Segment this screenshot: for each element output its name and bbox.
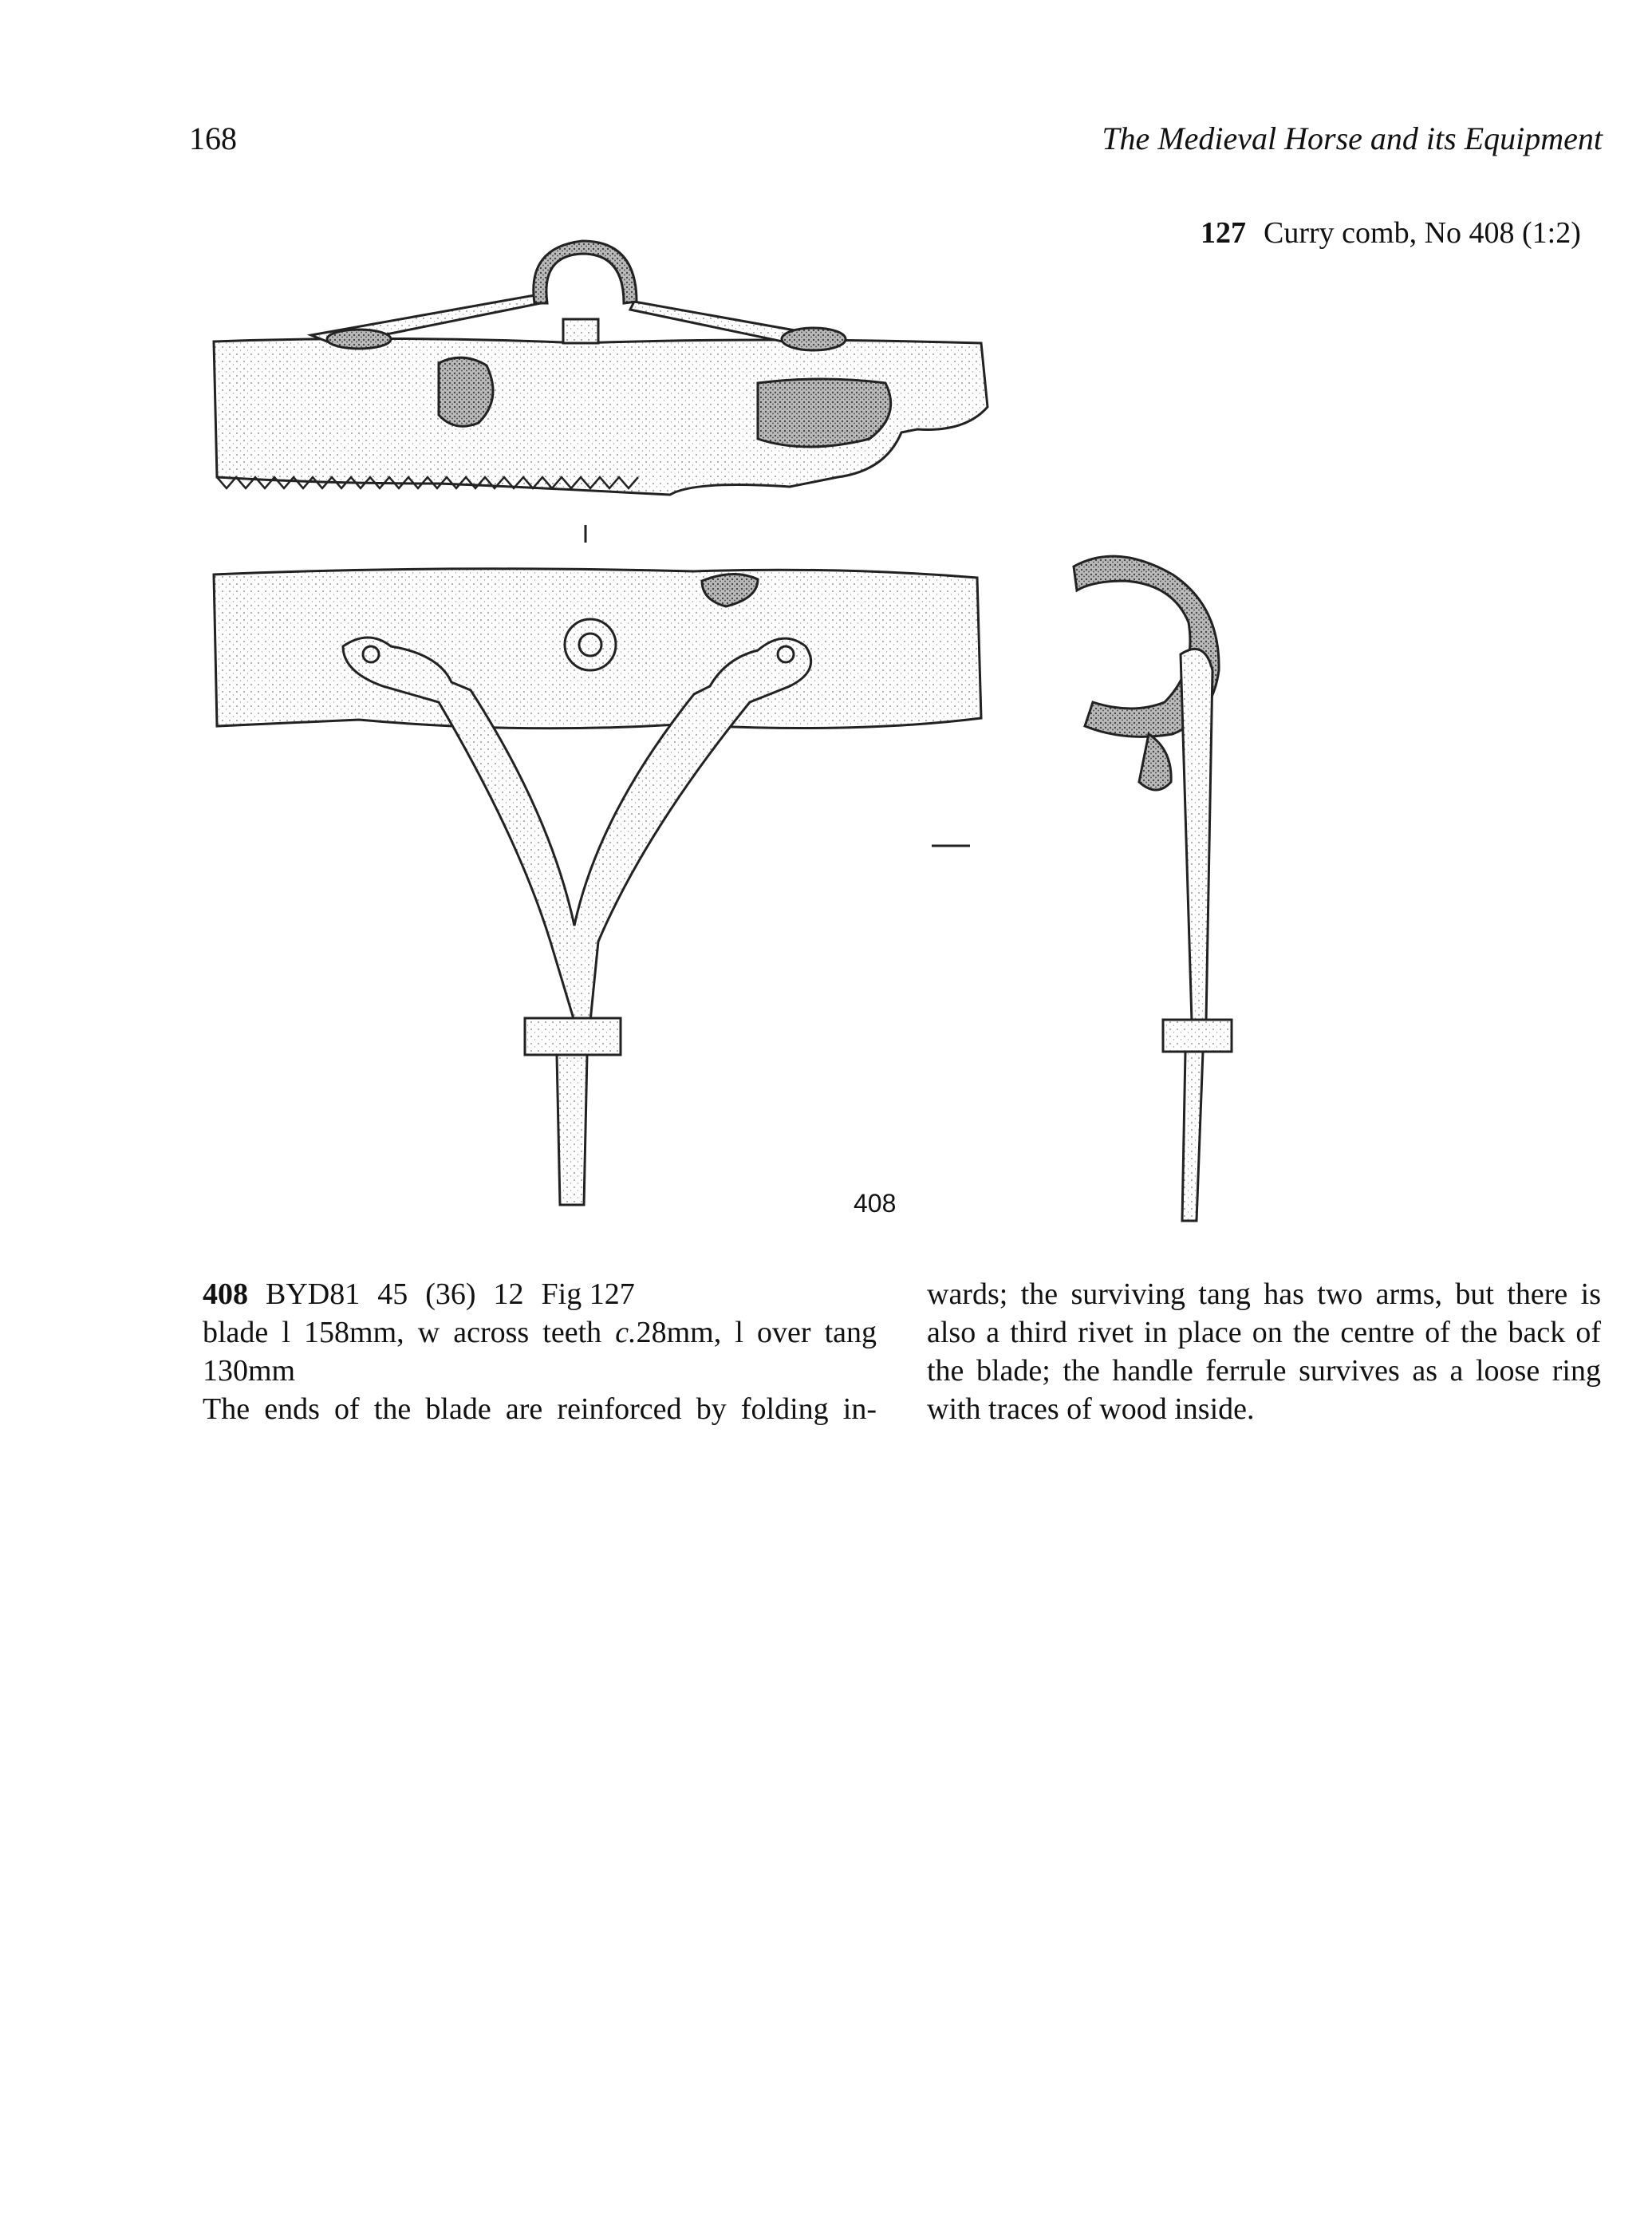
description-line: The ends of the blade are reinforced by folding in- bbox=[203, 1392, 877, 1426]
figure-caption-text: Curry comb, No 408 (1:2) bbox=[1264, 216, 1581, 250]
description-line: with traces of wood inside. bbox=[927, 1392, 1255, 1426]
measurements-line-2: 130mm bbox=[203, 1354, 296, 1388]
page-number: 168 bbox=[189, 120, 237, 156]
catalogue-id: 408 bbox=[203, 1277, 248, 1311]
top-view bbox=[214, 241, 988, 495]
curry-comb-drawing bbox=[199, 223, 1276, 1237]
catalogue-right-column bbox=[927, 1275, 1601, 1428]
description-line: also a third rivet in place on the centre of the back of bbox=[927, 1316, 1601, 1349]
description-line: the blade; the handle ferrule survives as a loose ring bbox=[927, 1354, 1601, 1388]
group: (36) bbox=[425, 1277, 476, 1311]
object-number-label: 408 bbox=[854, 1189, 897, 1218]
catalogue-left-column bbox=[203, 1275, 877, 1428]
figure-reference: Fig 127 bbox=[541, 1277, 635, 1311]
running-title: The Medieval Horse and its Equipment bbox=[1102, 120, 1603, 156]
measurements-line-1: blade l 158mm, w across teeth c.28mm, l over tang bbox=[203, 1316, 877, 1349]
catalogue-heading bbox=[203, 1275, 877, 1313]
front-view bbox=[214, 569, 981, 1205]
figure-number: 127 bbox=[1201, 216, 1246, 250]
description-line: wards; the surviving tang has two arms, but there is bbox=[927, 1277, 1601, 1311]
period: 12 bbox=[493, 1277, 524, 1311]
site-code: BYD81 bbox=[266, 1277, 361, 1311]
context: 45 bbox=[377, 1277, 408, 1311]
side-view bbox=[1074, 556, 1232, 1221]
